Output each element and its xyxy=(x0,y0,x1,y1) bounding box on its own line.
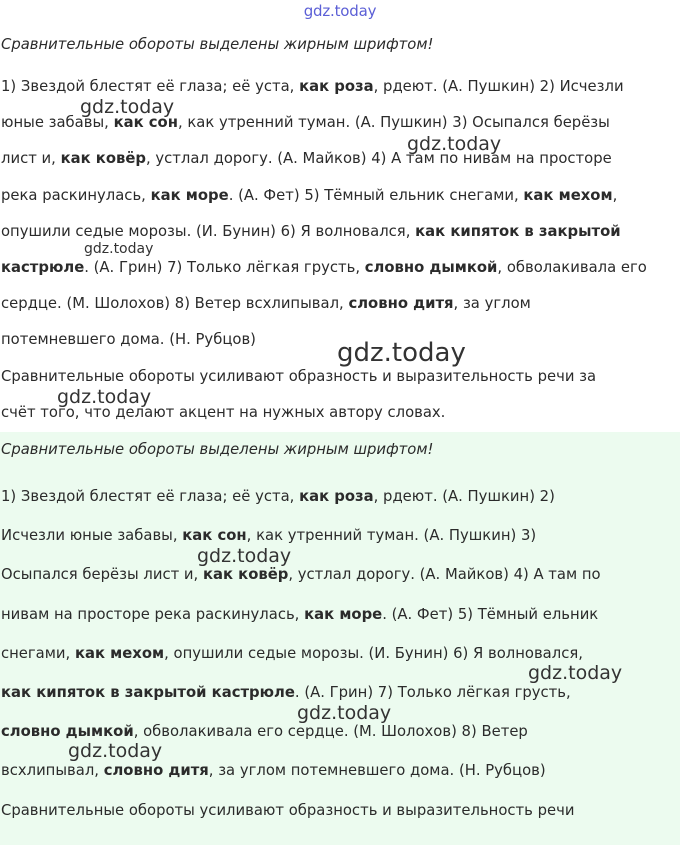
text-line xyxy=(1,187,617,204)
text-line xyxy=(1,78,624,95)
answer-block-1 xyxy=(0,30,680,430)
top-watermark: gdz.today xyxy=(303,2,377,20)
text-line xyxy=(1,331,256,348)
text-segment: всхлипывал, xyxy=(1,762,104,780)
text-segment: Осыпался берёзы лист и, xyxy=(1,566,203,584)
text-line xyxy=(1,527,536,544)
comparative-phrase: как море xyxy=(304,605,383,623)
watermark-text: gdz.today xyxy=(57,386,152,408)
comparative-phrase: кастрюле xyxy=(1,259,85,276)
text-line xyxy=(1,762,546,779)
comparative-phrase: словно дитя xyxy=(103,762,209,780)
comparative-phrase: как роза xyxy=(299,78,374,95)
watermark-text: gdz.today xyxy=(84,241,154,257)
watermark-text: gdz.today xyxy=(68,740,163,762)
text-line xyxy=(1,259,647,276)
text-line xyxy=(1,488,555,505)
text-segment: Исчезли юные забавы, xyxy=(1,527,183,545)
text-segment: . (А. Фет) 5) Тёмный ельник xyxy=(382,605,599,623)
comparative-phrase: как мехом xyxy=(523,186,613,204)
text-segment: , как утренний туман. (А. Пушкин) 3) xyxy=(246,527,537,545)
comparative-phrase: словно дымкой xyxy=(1,723,134,741)
text-segment: опушили седые морозы. (И. Бунин) 6) Я волновался, xyxy=(1,222,416,240)
answer-block-2 xyxy=(0,432,680,845)
comparative-phrase: как сон xyxy=(113,114,178,132)
text-segment: лист и, xyxy=(1,150,61,168)
text-line xyxy=(1,684,571,701)
text-segment: , xyxy=(612,186,618,204)
comparative-phrase: словно дитя xyxy=(348,295,454,313)
text-segment: , обволакивала его сердце. (М. Шолохов) 8) Ветер xyxy=(133,723,528,741)
text-segment: , рдеют. (А. Пушкин) 2) xyxy=(373,488,555,505)
watermark-text: gdz.today xyxy=(528,662,623,684)
text-segment: 1) Звездой блестят её глаза; её уста, xyxy=(1,488,300,505)
text-line xyxy=(1,404,445,421)
comparative-phrase: как роза xyxy=(299,488,374,505)
text-segment: . (А. Фет) 5) Тёмный ельник снегами, xyxy=(228,186,524,204)
text-segment: , за углом потемневшего дома. (Н. Рубцов) xyxy=(208,762,546,780)
text-segment: , опушили седые морозы. (И. Бунин) 6) Я волновался, xyxy=(164,644,583,662)
text-line xyxy=(1,114,610,131)
text-segment: . (А. Грин) 7) Только лёгкая грусть, xyxy=(294,684,571,701)
text-segment: , устлал дорогу. (А. Майков) 4) А там по нивам на просторе xyxy=(145,150,612,168)
comparative-phrase: как мехом xyxy=(74,644,165,662)
text-segment: , за углом xyxy=(453,295,531,313)
text-line xyxy=(1,566,601,583)
text-line xyxy=(1,723,528,740)
text-segment: Сравнительные обороты усиливают образность и выразительность речи xyxy=(1,801,575,819)
comparative-phrase: как море xyxy=(150,186,229,204)
text-line xyxy=(1,223,621,240)
comparative-phrase: как кипяток в закрытой кастрюле xyxy=(1,684,295,701)
text-segment: юные забавы, xyxy=(1,114,114,132)
section-heading: Сравнительные обороты выделены жирным шрифтом! xyxy=(1,441,434,458)
text-line xyxy=(1,368,596,385)
text-segment: нивам на просторе река раскинулась, xyxy=(1,605,305,623)
text-segment: снегами, xyxy=(1,644,75,662)
text-line xyxy=(1,606,598,623)
watermark-text: gdz.today xyxy=(407,133,502,155)
text-line xyxy=(1,645,583,662)
watermark-text: gdz.today xyxy=(297,702,392,724)
comparative-phrase: словно дымкой xyxy=(364,259,498,276)
text-segment: , рдеют. (А. Пушкин) 2) Исчезли xyxy=(373,78,624,95)
watermark-text: gdz.today xyxy=(197,545,292,567)
text-line xyxy=(1,295,531,312)
watermark-text: gdz.today xyxy=(80,96,175,118)
text-segment: 1) Звездой блестят её глаза; её уста, xyxy=(1,78,300,95)
text-segment: Сравнительные обороты усиливают образность и выразительность речи за xyxy=(1,367,597,385)
comparative-phrase: как сон xyxy=(182,527,247,545)
watermark-text: gdz.today xyxy=(337,338,466,368)
text-segment: сердце. (М. Шолохов) 8) Ветер всхлипывал, xyxy=(1,295,349,313)
text-segment: потемневшего дома. (Н. Рубцов) xyxy=(1,331,256,349)
text-line xyxy=(1,802,574,819)
text-segment: , как утренний туман. (А. Пушкин) 3) Осыпался берёзы xyxy=(177,114,610,132)
text-line xyxy=(1,150,612,167)
comparative-phrase: как кипяток в закрытой xyxy=(415,222,621,240)
text-segment: счёт того, что делают акцент на нужных автору словах. xyxy=(1,403,446,421)
comparative-phrase: как ковёр xyxy=(60,150,146,168)
text-segment: , устлал дорогу. (А. Майков) 4) А там по xyxy=(288,566,601,584)
comparative-phrase: как ковёр xyxy=(202,566,289,584)
text-segment: . (А. Грин) 7) Только лёгкая грусть, xyxy=(84,259,365,276)
text-segment: река раскинулась, xyxy=(1,186,151,204)
text-segment: , обволакивала его xyxy=(497,259,647,276)
section-heading: Сравнительные обороты выделены жирным шрифтом! xyxy=(1,36,434,53)
